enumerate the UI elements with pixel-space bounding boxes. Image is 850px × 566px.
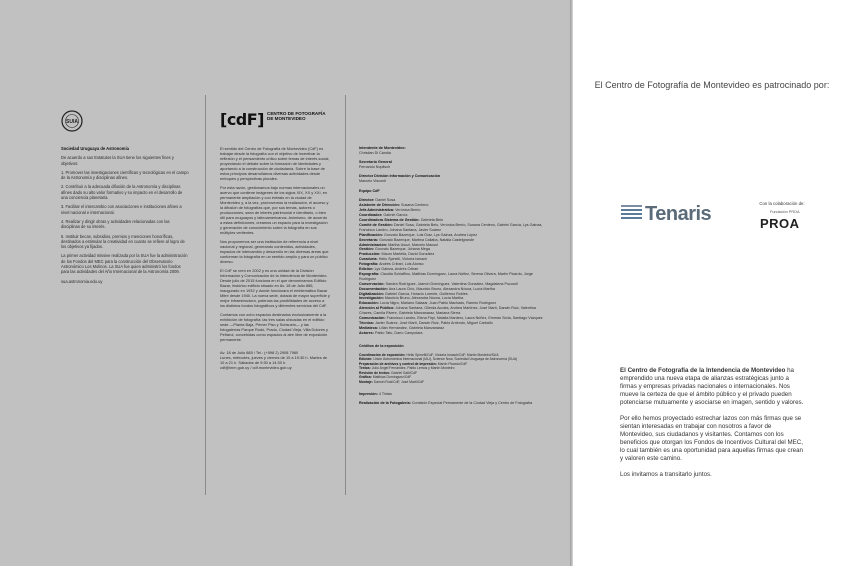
sua-intro: De acuerdo a sus Estatutos la SUA tiene los siguientes fines y objetivos: [61, 155, 174, 166]
team-member: Edición: Lys Gainza, Andrés Cribari [359, 267, 419, 272]
expo-credit: Preparación de archivos y control de impresión: Martín Picardo/CdF [359, 361, 468, 366]
print-credit: Impresión: 4 Tintas [359, 392, 392, 397]
team-member: Técnica: Javier Suárez, José Martí, Darwin Ruiz, Pablo Arriendo, Miguel Carballo [359, 321, 493, 325]
tenaris-stripes-icon [621, 205, 642, 220]
team-member: Investigación: Mauricio Bruno, Alexandra Nóvoa, Lucía Martha [359, 296, 464, 301]
sua-item: 3. Facilitar el intercambio con asociaciones e instituciones afines a nivel nacional e internacional. [61, 204, 182, 215]
column-divider [205, 95, 206, 495]
credit-block: Director División Información y Comunicación Marcelo Visconti [359, 173, 441, 183]
cdf-column [220, 146, 330, 374]
team-member: Producción: Mauro Martella, David González [359, 252, 435, 257]
realization-credit: Realización de la Fotogalería: Comisión Especial Permanente de la Ciudad Vieja y Centro de Fotografía [359, 401, 533, 406]
team-member: Atención al Público: Johana Santana, Gilerda Acosta, Andrea Martínez, José Martí, Darwin Ruiz, Valentina Chaves, Camila Rivere, Gabriela Manzanaraz, Mariana Sierra [359, 306, 536, 316]
team-member: Fotografía: Andrés Cribari, Luis Alonso [359, 262, 424, 267]
team-member: Comité de Gestión: Daniel Sosa, Gabriela Belo, Verónica Berrio, Susana Centeno, Gabriel García, Lys Gainza, Francisco Landro, Johana Santana, Javier Suárez [359, 222, 543, 232]
team-member: Digitalización: Gabriel García, Horacio Lorente, Guillermo Robles [359, 291, 468, 296]
expo-title: Créditos de la exposición [359, 343, 404, 348]
cdf-address-line: Av. 18 de Julio 885 / Tel.: (+598 2) 2908 7960 [220, 350, 299, 355]
team-title: Equipo CdF [359, 189, 380, 194]
team-member: Espografía: Claudia Schiaffino, Matthias Domínguez, Laura Núñez, Serena Olivera, Martín Picardo, Jorge Rodríguez [359, 271, 533, 281]
team-member: Coordinador: Gabriel García [359, 213, 408, 218]
sponsor-text [620, 367, 806, 487]
cdf-logo-mark: [cdF] [220, 110, 264, 129]
sponsor-title: El Centro de Fotografía de Montevideo es patrocinado por: [594, 80, 830, 90]
team-member: Secretaría: Gonzalo Bazerque, Martina Callaba, Natalia Castelgrande [359, 237, 475, 242]
cdf-paragraph: Contamos con ocho espacios destinados exclusivamente a la exhibición de fotografía: las tres salas ubicadas en el edificio sede —Planta Baja, Primer Piso y Subsuelo— y las fotogalerías Parque Rodó, Prado, Ciudad Vieja, Villa Dolores y Peñarol, concebidas como espacios al aire libre de exposición permanente. [220, 312, 328, 342]
team-member: Asistente de Dirección: Susana Centeno [359, 203, 429, 208]
team-member: Mediateca: Lilián Hernández, Gabriela Manzanaraz [359, 325, 445, 330]
team-member: Planificación: Gonzalo Bazerque, Luis Díaz, Lys Gainza, Andrea López [359, 232, 478, 237]
sua-logo-icon [61, 110, 83, 132]
proa-fund-label: Fundación PROA [770, 210, 800, 214]
expo-credit: Gráfica: Matthias Domínguez/CdF [359, 375, 412, 380]
expo-credit: Coordinación de exposición: Heilu Spinelli/CdF, Victoria Ismach/CdF, Martín Monteiro/SUA [359, 352, 499, 357]
team-member: Jefa Administrativa: Verónica Berrio [359, 208, 421, 213]
sua-web: sua.astronomia.edu.uy [61, 278, 103, 284]
page-fold [570, 0, 573, 566]
tenaris-name: Tenaris [645, 203, 712, 225]
expo-credit: Edición: Unión Astronómica Internacional (IAU), Science Now, Sociedad Uruguaya de Astronomía (SUA) [359, 357, 518, 362]
sponsor-paragraph: El Centro de Fotografía de la Intendencia de Montevideo ha emprendido una nueva etapa de alianzas estratégicas junto a firmas y empresas privadas nacionales o internacionales. Nos mueve la certeza de que el ámbito público y el privado pueden potenciarse mutuamente y asociarse en imagen, sentido y valores. [620, 367, 804, 406]
expo-credit: Revisión de textos: Gabriel Galli/CdF [359, 370, 418, 375]
credits-column [359, 146, 549, 410]
sua-title: Sociedad Uruguaya de Astronomía [61, 146, 129, 151]
sponsor-paragraph: Los invitamos a transitarlo juntos. [620, 471, 712, 478]
cdf-logo [220, 110, 326, 129]
team-member: Conservación: Sandra Rodríguez, Jazmín Domínguez, Valentina González, Magdalena Pucurull [359, 281, 518, 286]
cdf-paragraph: El sentido del Centro de Fotografía de Montevideo (CdF) es trabajar desde la fotografía con el objetivo de incentivar la reflexión y el pensamiento crítico sobre temas de interés social, proyectando el debate sobre la formación de identidades y aportando a la construcción de ciudadanía. Sobre la base de estos principios desarrollamos diversas actividades desde enfoques y perspectivas plurales. [220, 146, 330, 181]
team-member: Curaduría: Heilu Spinelli, Victoria Ismach [359, 257, 428, 262]
credit-block: Intendente de Montevideo: Christian Di Candia [359, 146, 406, 155]
expo-list [359, 353, 549, 385]
team-member: Administración: Martha Usuzi, Marcelo Mausol [359, 242, 438, 247]
expo-credit: Textos: Julio Ángel Fernández, Pablo Lemos y Martín Monteiro [359, 366, 455, 371]
cdf-paragraph: Por esta razón, gestionamos bajo normas internacionales un acervo que contiene imágenes de los siglos XIX, XX y XXI, en permanente ampliación y con énfasis en la ciudad de Montevideo y, a la vez, promovemos la realización, el acceso y la difusión de fotografías que, por sus temas, autores o producciones, sean de interés patrimonial e identitario, o bien útil para uruguayos y latinoamericanos. Asimismo, de acuerdo a estas definiciones, creamos un espacio para la investigación y generación de conocimiento sobre la fotografía en sus múltiples vertientes. [220, 185, 329, 235]
team-member: Gestión: Gonzalo Bazerque, Johana Mega [359, 247, 430, 252]
team-list [359, 198, 549, 335]
cdf-web: cdf@imm.gub.uy / cdf.montevideo.gub.uy [220, 365, 292, 370]
svg-text:SUIA: SUIA [66, 119, 78, 125]
team-member: Comunicación: Francisco Landro, Elena Firpi, Natalia Mardero, Laura Núñez, Ernesto Sória, Santiago Vázquez [359, 316, 543, 321]
cdf-address [220, 350, 330, 370]
cdf-paragraph: Nos proponemos ser una institución de referencia a nivel nacional y regional, generando contenidos, actividades, espacios de intercambio y desarrollo en las diversas áreas que conforman la fotografía en un sentido amplio y para un público diverso. [220, 239, 329, 264]
column-divider [345, 95, 346, 495]
expo-credit: Montaje: Darwin Ruiz/CdF, José Martí/CdF [359, 379, 425, 384]
sua-closing: La primer actividad missive realizada por la SUA fue la administración de los Fondos del MEC para la construcción del Observatorio Astronómico Los Molinos. La SUA fue quien administró los fondos para las actividades del Año Internacional de la Astronomía 2009. [61, 253, 188, 275]
sua-item: 1. Promover las investigaciones científicas y tecnológicas en el campo de la Astronomía y disciplinas afines. [61, 169, 189, 181]
team-member: Coordinadora Sistema de Gestión: Gabriela Belo [359, 217, 444, 222]
proa-collab-label: Con la colaboración de: [759, 201, 805, 206]
credit-block: Secretario General Fernando Nopitsch [359, 159, 392, 169]
cdf-hours: Lunes, miércoles, jueves y viernes de 10 a 19:30 h. Martes de 10 a 21 h. Sábados de 9:30 a 14:30 h. [220, 355, 328, 365]
sponsor-paragraph: Por ello hemos proyectado estrechar lazos con más firmas que se sientan interesadas en trabajar con nosotros a favor de Montevideo, sus ciudadanos y visitantes. Contamos con los beneficios que otorgan los Fondos de Incentivos Cultural del MEC, lo cual también es una oportunidad para aquellas firmas que crean y valoren este camino. [620, 415, 803, 462]
proa-logo: PROA [760, 216, 800, 231]
sua-item: 5. Instituir becas, subsidios, premios y menciones honoríficas, destinados a estimular la creatividad en cuanto se refiere al logro de los objetivos ya fijados. [61, 233, 185, 250]
team-member: Documentación: Ana Laura Cirio, Mauricio Bruno, Alexandra Nóvoa, Lucía Martha [359, 286, 495, 291]
team-member: Director: Daniel Sosa [359, 198, 396, 203]
sua-column [61, 146, 189, 288]
sponsor-bold: El Centro de Fotografía de la Intendencia de Montevideo [620, 367, 786, 374]
cdf-logo-text: CENTRO DE FOTOGRAFÍA DE MONTEVIDEO [267, 111, 326, 122]
sua-item: 4. Realizar y dirigir obras y actividades relacionadas con las disciplinas de su interés. [61, 218, 170, 230]
team-member: Actores: Pablo Tato, Darío Campolara [359, 330, 423, 335]
sua-item: 2. Contribuir a la adecuada difusión de la Astronomía y disciplinas afines dado su alto valor formativo y su impacto en el desarrollo de una conciencia planetaria. [61, 184, 183, 201]
team-member: Educación: Lucía Nigro, Mariano Salazar, Juan Pablo Machado, Ramiro Rodríguez [359, 301, 497, 306]
cdf-paragraph: El CdF se creó en 2002 y es una unidad de la División Información y Comunicación de la Intendencia de Montevideo. Desde julio de 2015 funciona en el que denominamos Edificio Bazar, histórico edificio situado en Av. 18 de Julio 885, inaugurado en 1932 y donde funcionara el emblemático Bazar Mitre desde 1940. La nueva sede, dotada de mayor superficie y mejor infraestructura, potencia las posibilidades de acceso a los distintos fondos fotográficos y diferentes servicios del CdF. [220, 268, 330, 308]
